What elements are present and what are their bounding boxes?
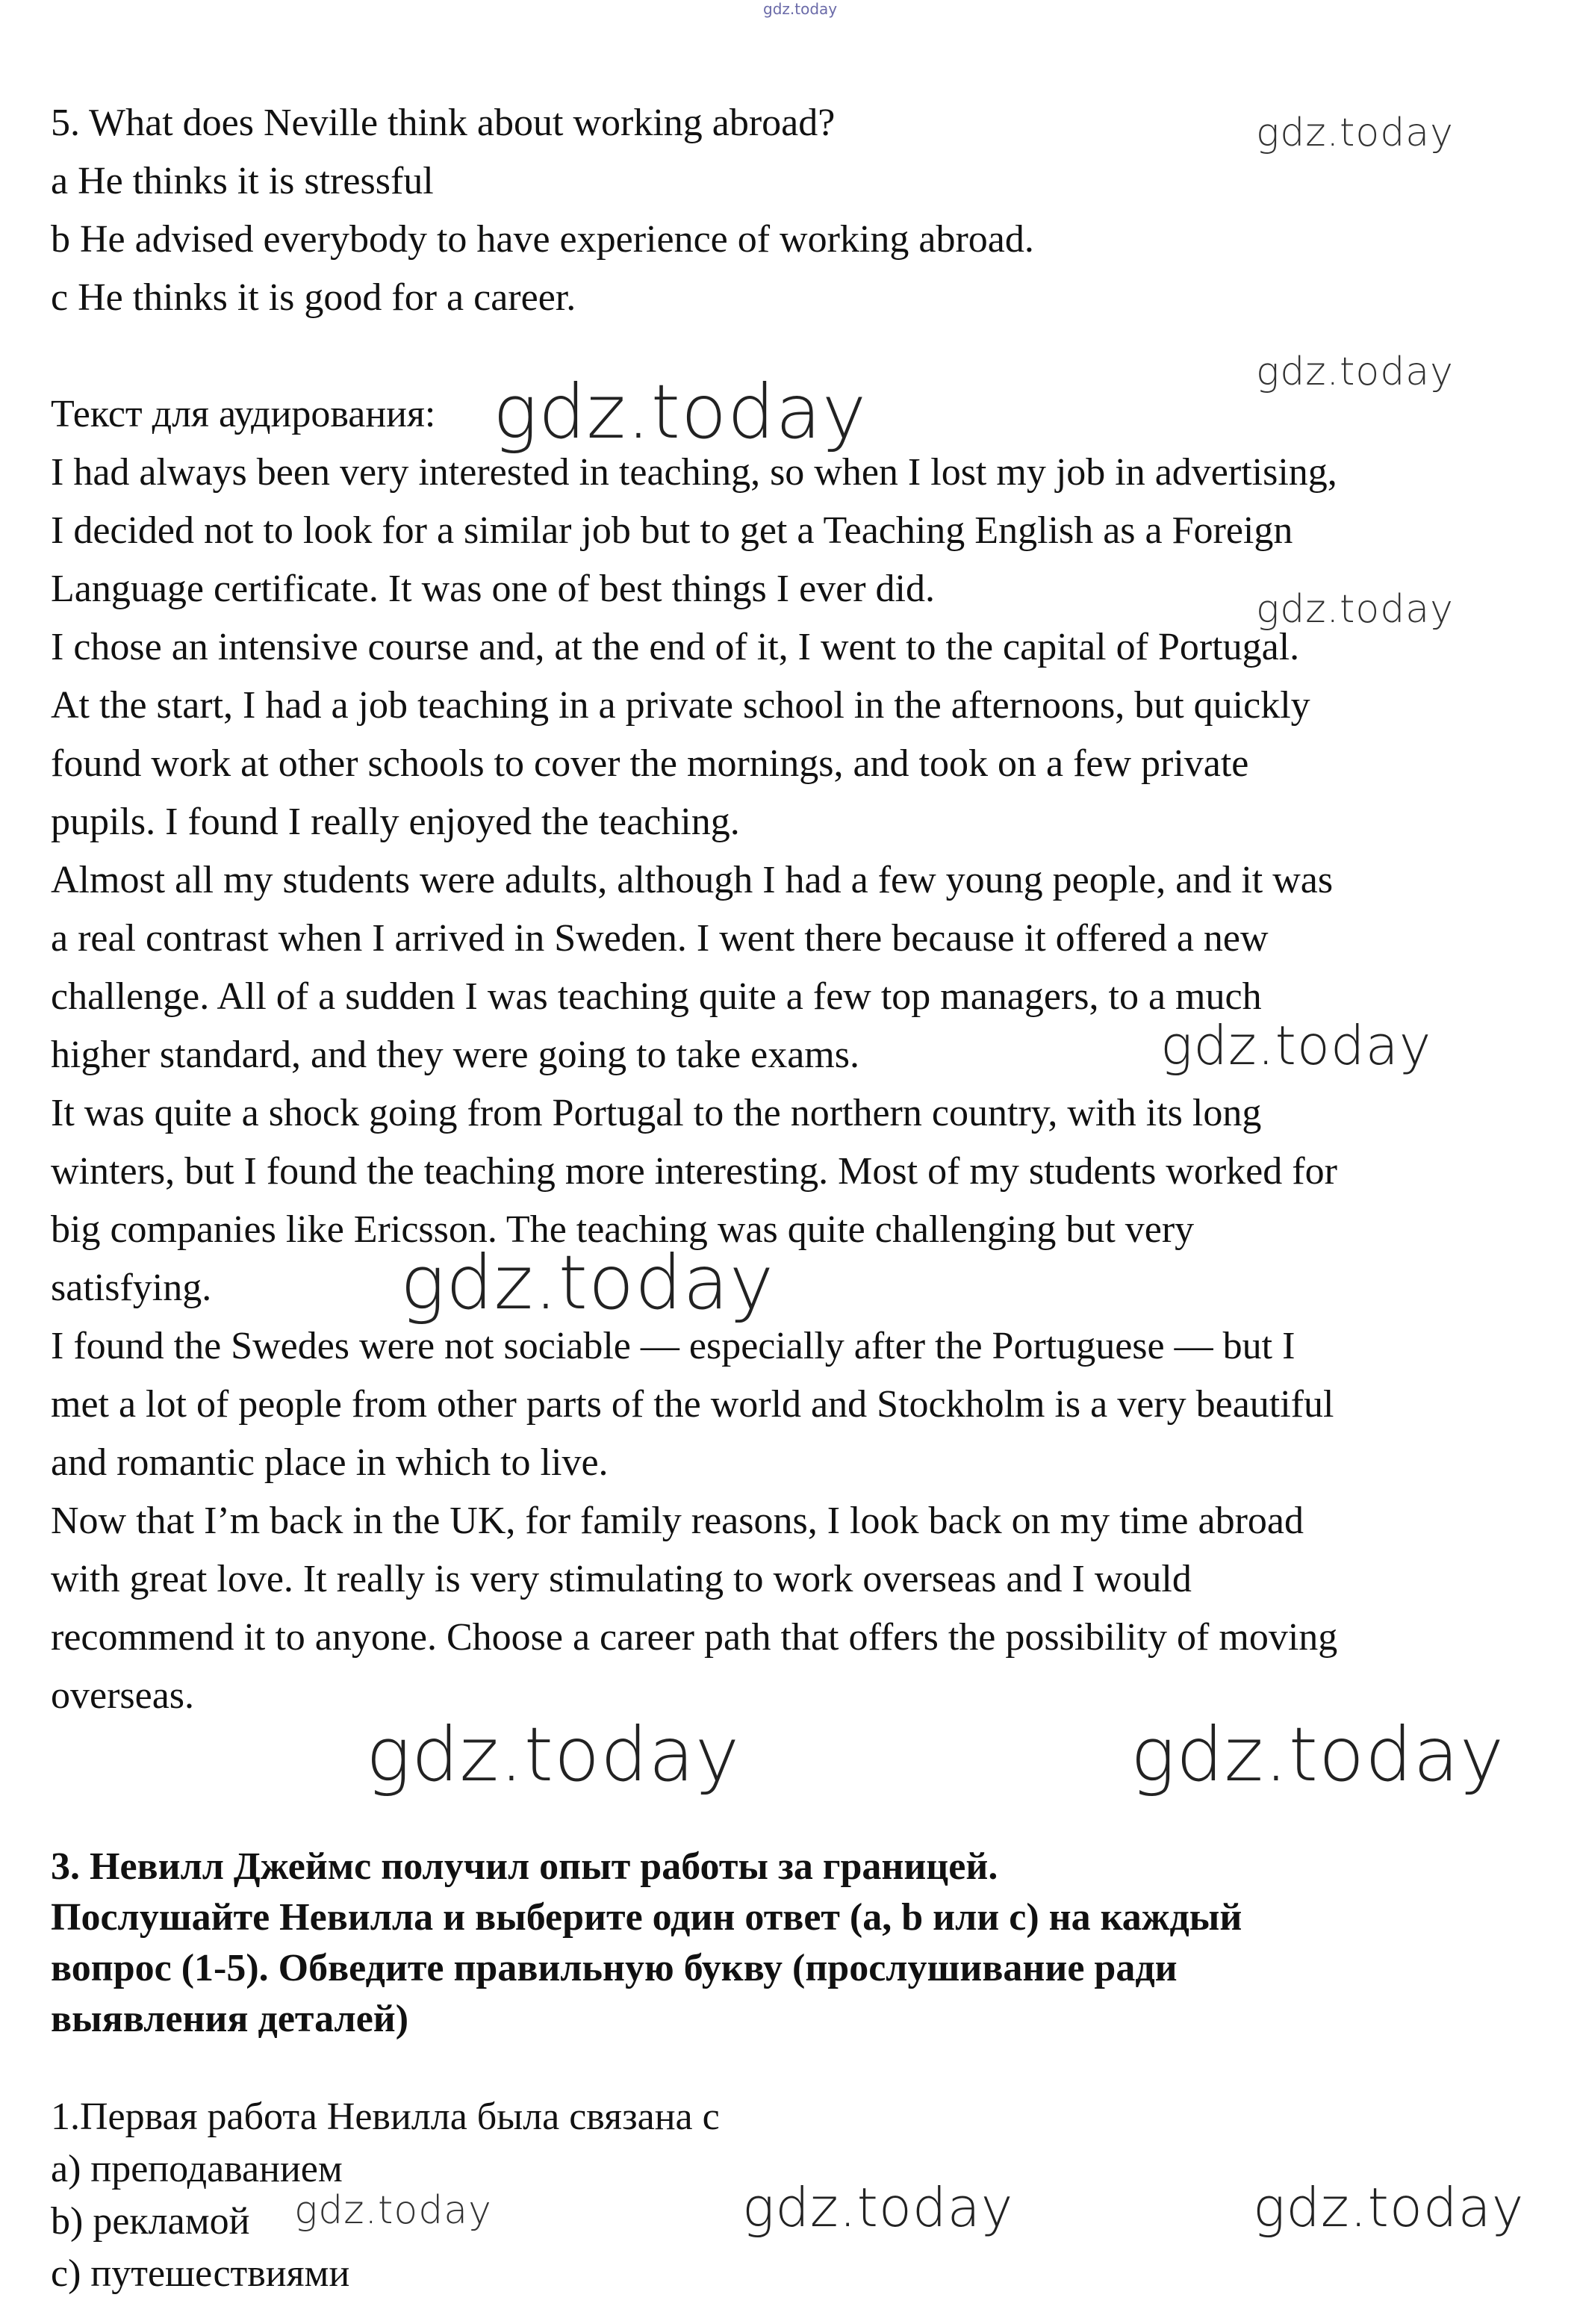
question-5-option-a: a He thinks it is stressful bbox=[51, 160, 434, 202]
listening-text-heading: Текст для аудирования: bbox=[51, 393, 436, 435]
watermark: gdz.today bbox=[493, 368, 868, 456]
listening-text-line: a real contrast when I arrived in Sweden. I went there because it offered a new bbox=[51, 917, 1269, 960]
question-5-text: 5. What does Neville think about working abroad? bbox=[51, 102, 836, 144]
watermark: gdz.today bbox=[1130, 1711, 1505, 1798]
task-3-instructions: выявления деталей) bbox=[51, 1998, 409, 2040]
watermark: gdz.today bbox=[1256, 111, 1454, 155]
listening-text-line: challenge. All of a sudden I was teaching quite a few top managers, to a much bbox=[51, 975, 1262, 1018]
listening-text-line: Language certificate. It was one of best things I ever did. bbox=[51, 568, 935, 610]
watermark: gdz.today bbox=[366, 1711, 741, 1798]
listening-text-line: I found the Swedes were not sociable — especially after the Portuguese — but I bbox=[51, 1325, 1295, 1367]
listening-text-line: Almost all my students were adults, although I had a few young people, and it was bbox=[51, 859, 1334, 901]
listening-text-line: I chose an intensive course and, at the end of it, I went to the capital of Portugal. bbox=[51, 626, 1300, 668]
watermark: gdz.today bbox=[294, 2188, 492, 2233]
listening-text-line: It was quite a shock going from Portugal to the northern country, with its long bbox=[51, 1092, 1262, 1134]
watermark: gdz.today bbox=[1160, 1014, 1432, 1077]
task-3-title: 3. Невилл Джеймс получил опыт работы за границей. bbox=[51, 1845, 998, 1888]
task-3-question-1-option-c: c) путешествиями bbox=[51, 2252, 350, 2295]
listening-text-line: met a lot of people from other parts of the world and Stockholm is a very beautiful bbox=[51, 1383, 1334, 1426]
listening-text-line: Now that I’m back in the UK, for family reasons, I look back on my time abroad bbox=[51, 1500, 1304, 1542]
listening-text-line: overseas. bbox=[51, 1674, 195, 1717]
task-3-instructions: вопрос (1-5). Обведите правильную букву (прослушивание ради bbox=[51, 1947, 1178, 1989]
listening-text-line: I decided not to look for a similar job but to get a Teaching English as a Foreign bbox=[51, 509, 1293, 552]
task-3-instructions: Послушайте Невилла и выберите один ответ (a, b или c) на каждый bbox=[51, 1896, 1242, 1939]
listening-text-line: and romantic place in which to live. bbox=[51, 1441, 609, 1484]
question-5-option-c: c He thinks it is good for a career. bbox=[51, 276, 576, 319]
task-3-question-1-option-a: a) преподаванием bbox=[51, 2148, 343, 2190]
listening-text-line: satisfying. bbox=[51, 1267, 212, 1309]
listening-text-line: recommend it to anyone. Choose a career path that offers the possibility of moving bbox=[51, 1616, 1338, 1659]
watermark: gdz.today bbox=[400, 1239, 775, 1326]
watermark: gdz.today bbox=[1256, 349, 1454, 394]
watermark-top: gdz.today bbox=[763, 0, 838, 18]
listening-text-line: big companies like Ericsson. The teaching was quite challenging but very bbox=[51, 1208, 1195, 1251]
task-3-question-1: 1.Первая работа Невилла была связана с bbox=[51, 2095, 720, 2138]
question-5-option-b: b He advised everybody to have experience of working abroad. bbox=[51, 218, 1034, 261]
task-3-question-1-option-b: b) рекламой bbox=[51, 2200, 250, 2243]
listening-text-line: I had always been very interested in teaching, so when I lost my job in advertising, bbox=[51, 451, 1337, 494]
listening-text-line: with great love. It really is very stimulating to work overseas and I would bbox=[51, 1558, 1192, 1600]
listening-text-line: winters, but I found the teaching more interesting. Most of my students worked for bbox=[51, 1150, 1337, 1193]
watermark: gdz.today bbox=[742, 2176, 1014, 2239]
watermark: gdz.today bbox=[1253, 2176, 1525, 2239]
listening-text-line: higher standard, and they were going to take exams. bbox=[51, 1034, 859, 1076]
listening-text-line: found work at other schools to cover the mornings, and took on a few private bbox=[51, 742, 1249, 785]
listening-text-line: At the start, I had a job teaching in a private school in the afternoons, but quickly bbox=[51, 684, 1310, 727]
listening-text-line: pupils. I found I really enjoyed the teaching. bbox=[51, 801, 740, 843]
watermark: gdz.today bbox=[1256, 587, 1454, 632]
